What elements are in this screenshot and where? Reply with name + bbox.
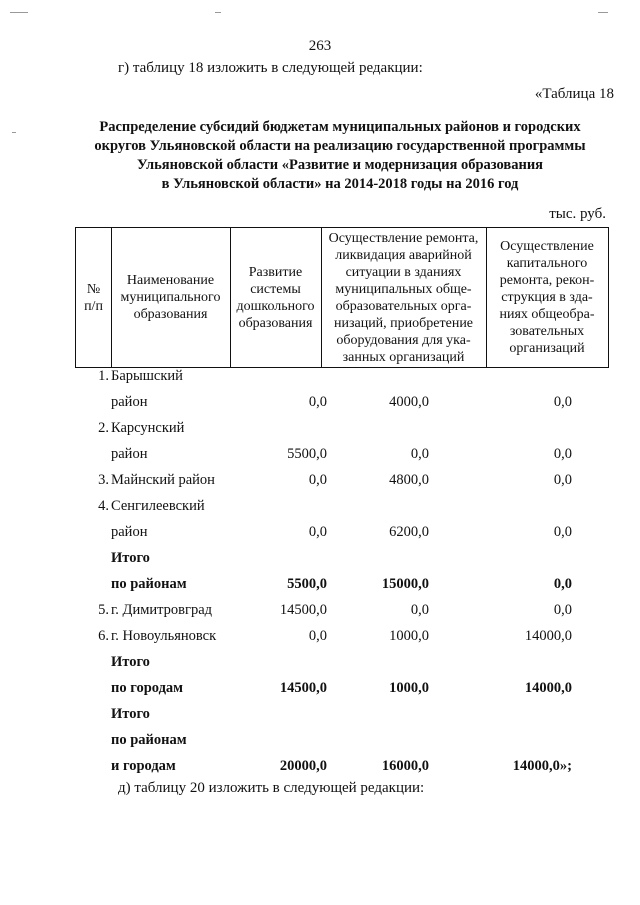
row-name: г. Димитровград [111,602,213,618]
row-value-repair: 0,0 [410,446,429,462]
row-number: 2. [98,420,109,436]
row-name: Итого [111,706,150,722]
row-name: Итого [111,550,150,566]
row-value-repair: 16000,0 [381,758,429,774]
row-value-capital: 0,0 [553,394,572,410]
title-line: округов Ульяновской области на реализацию государственной программы [94,138,586,154]
table-header [75,227,609,368]
scan-speck [12,132,16,133]
table-row [75,524,609,544]
header-cell-number: № п/п [84,281,103,314]
row-number: 5. [98,602,109,618]
row-value-preschool: 0,0 [308,394,327,410]
row-value-preschool: 5500,0 [287,446,327,462]
row-value-capital: 0,0 [553,602,572,618]
header-cell-repair: Осуществление ремонта, ликвидация аварийной ситуации в зданиях муниципальных обще- образовательных орга- низаций, приобретение оборудования для ука- занных организаций [328,230,479,365]
unit-label: тыс. руб. [549,206,606,222]
row-value-repair: 4000,0 [389,394,429,410]
row-name: Итого [111,654,150,670]
table-row-total [75,706,609,726]
header-cell-preschool: Развитие системы дошкольного образования [236,264,315,331]
row-value-capital: 0,0 [553,446,572,462]
table-row-grand-total [75,758,609,778]
row-value-repair: 0,0 [410,602,429,618]
table-row-total [75,576,609,596]
row-name: район [111,524,148,540]
row-name: по районам [111,732,187,748]
row-value-capital: 0,0 [553,472,572,488]
table-row [75,602,609,622]
row-value-preschool: 20000,0 [279,758,327,774]
table-row-total [75,680,609,700]
row-value-preschool: 5500,0 [287,576,327,592]
table-row [75,498,609,518]
row-value-preschool: 0,0 [308,628,327,644]
row-value-repair: 4800,0 [389,472,429,488]
intro-text: г) таблицу 18 изложить в следующей редакции: [118,60,423,76]
row-name: по районам [111,576,187,592]
row-number: 1. [98,368,109,384]
row-number: 4. [98,498,109,514]
row-value-capital: 0,0 [553,524,572,540]
row-name: г. Новоульяновск [111,628,217,644]
table-row [75,368,609,388]
scan-speck [10,12,28,13]
row-value-preschool: 14500,0 [279,680,327,696]
table-row [75,446,609,466]
row-name: и городам [111,758,176,774]
table-row-total [75,550,609,570]
row-name: Майнский район [111,472,215,488]
row-value-capital: 14000,0 [524,628,572,644]
row-value-preschool: 14500,0 [279,602,327,618]
header-cell-name: Наименование муниципального образования [120,273,221,322]
row-value-repair: 1000,0 [389,628,429,644]
title-line: Распределение субсидий бюджетам муниципальных районов и городских [99,119,581,135]
row-value-repair: 6200,0 [389,524,429,540]
table-row [75,394,609,414]
table-label: «Таблица 18 [534,86,614,102]
row-value-capital: 0,0 [553,576,572,592]
table-row-total [75,654,609,674]
row-name: Сенгилеевский [111,498,205,514]
row-value-capital: 14000,0»; [512,758,572,774]
row-value-preschool: 0,0 [308,472,327,488]
title-line: Ульяновской области «Развитие и модернизация образования [136,157,544,173]
table-row [75,472,609,492]
row-value-capital: 14000,0 [524,680,572,696]
row-name: район [111,394,148,410]
row-name: район [111,446,148,462]
table-row-total [75,732,609,752]
row-number: 3. [98,472,109,488]
document-title [60,118,620,194]
title-line: в Ульяновской области» на 2014-2018 годы на 2016 год [161,176,519,192]
row-name: по городам [111,680,184,696]
row-value-preschool: 0,0 [308,524,327,540]
row-value-repair: 15000,0 [381,576,429,592]
scan-speck [215,12,221,13]
scan-speck [598,12,608,13]
outro-text: д) таблицу 20 изложить в следующей редакции: [118,780,425,796]
table-row [75,628,609,648]
row-number: 6. [98,628,109,644]
page-number: 263 [308,38,332,54]
header-cell-capital-repair: Осуществление капитального ремонта, рекон- струкция в зда- ниях общеобра- зовательных организаций [499,239,595,356]
table-row [75,420,609,440]
row-value-repair: 1000,0 [389,680,429,696]
row-name: Барышский [111,368,183,384]
row-name: Карсунский [111,420,185,436]
